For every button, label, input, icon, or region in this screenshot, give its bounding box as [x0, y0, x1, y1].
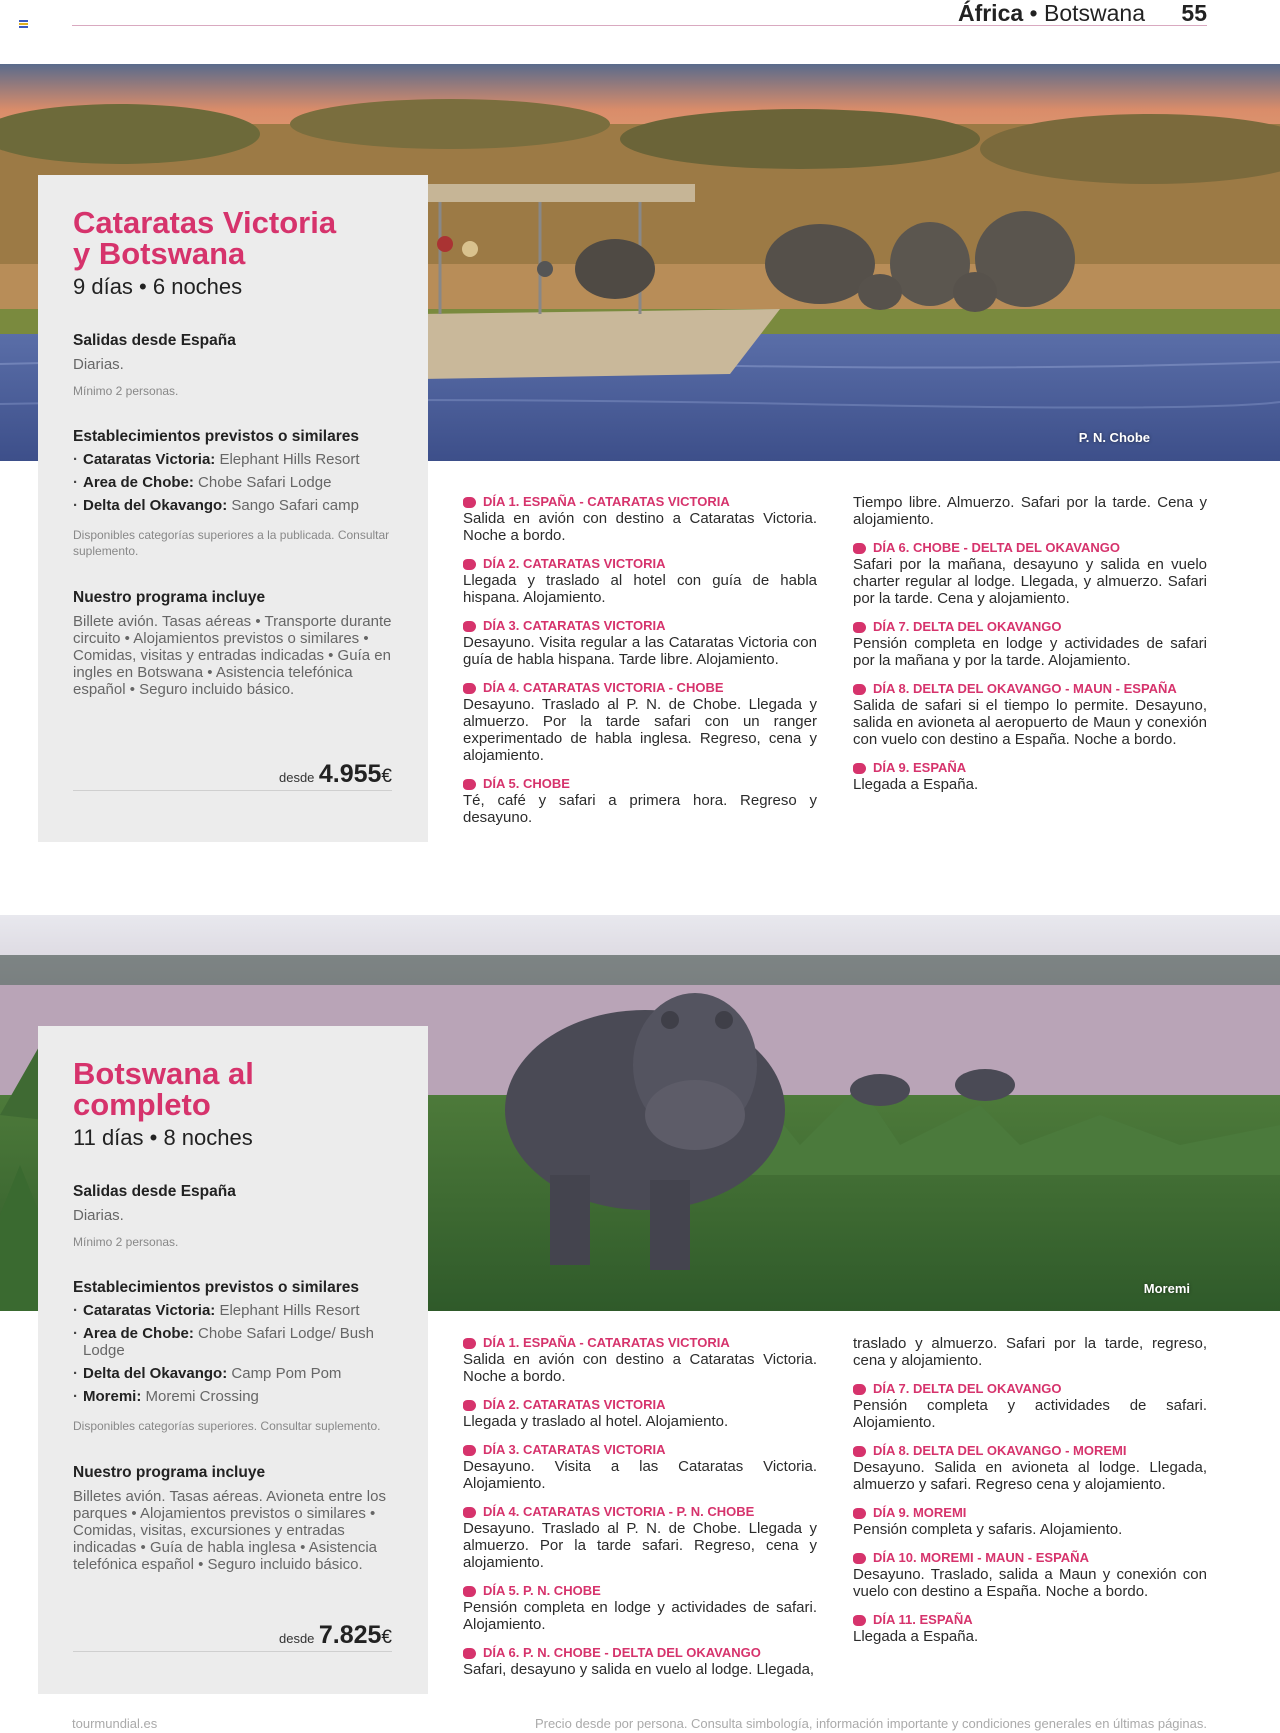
day-text: Desayuno. Traslado, salida a Maun y conexión con vuelo con destino a España. Noche a bordo.: [853, 1566, 1207, 1600]
page-number: 55: [1181, 0, 1207, 26]
tour2-itinerary-col2: [853, 1335, 1207, 1657]
day-heading: DÍA 5. P. N. CHOBE: [483, 1583, 601, 1598]
day-heading: DÍA 9. MOREMI: [873, 1505, 967, 1520]
itinerary-day: [463, 1645, 817, 1678]
day-marker-icon: [853, 543, 866, 554]
departures-heading: Salidas desde España: [73, 1183, 236, 1200]
itinerary-day: [463, 556, 817, 606]
day-text: Desayuno. Visita a las Cataratas Victoria. Alojamiento.: [463, 1458, 817, 1492]
itinerary-day: [463, 494, 817, 544]
tour-title-line1: Botswana al completo: [73, 1056, 254, 1122]
day-marker-icon: [463, 1648, 476, 1659]
includes-heading: Nuestro programa incluye: [73, 589, 266, 606]
hotel-item: · Delta del Okavango: Camp Pom Pom: [73, 1362, 392, 1385]
day-marker-icon: [463, 683, 476, 694]
hotels-heading: Establecimientos previstos o similares: [73, 428, 360, 445]
day-marker-icon: [463, 1400, 476, 1411]
day-marker-icon: [463, 1338, 476, 1349]
itinerary-day: [463, 1504, 817, 1571]
day-heading: DÍA 6. CHOBE - DELTA DEL OKAVANGO: [873, 540, 1121, 555]
day-text: Llegada y traslado al hotel con guía de habla hispana. Alojamiento.: [463, 572, 817, 606]
day-heading: DÍA 1. ESPAÑA - CATARATAS VICTORIA: [483, 1335, 730, 1350]
price-currency: €: [381, 766, 392, 787]
day-text: Safari por la mañana, desayuno y salida en vuelo charter regular al lodge. Llegada, y almuerzo. Safari por la tarde. Cena y alojamiento.: [853, 556, 1207, 607]
day-heading: DÍA 3. CATARATAS VICTORIA: [483, 1442, 666, 1457]
day-continuation-text: Tiempo libre. Almuerzo. Safari por la tarde. Cena y alojamiento.: [853, 494, 1207, 528]
price-row: [73, 1621, 392, 1652]
day-continuation-text: traslado y almuerzo. Safari por la tarde, regreso, cena y alojamiento.: [853, 1335, 1207, 1369]
tour2-info-panel: [38, 1026, 428, 1694]
day-text: Safari, desayuno y salida en vuelo al lodge. Llegada,: [463, 1661, 815, 1678]
departures-heading: Salidas desde España: [73, 332, 236, 349]
includes-text: Billetes avión. Tasas aéreas. Avioneta entre los parques • Alojamientos previstos o similares • Comidas, visitas, excursiones y entradas indicadas • Guía de habla inglesa • Asistencia telefónica español • Seguro incluido básico.: [73, 1488, 386, 1573]
day-text: Pensión completa y actividades de safari. Alojamiento.: [853, 1397, 1207, 1431]
day-heading: DÍA 3. CATARATAS VICTORIA: [483, 618, 666, 633]
hotels-note: Disponibles categorías superiores a la publicada. Consultar suplemento.: [73, 528, 390, 558]
itinerary-day: [463, 776, 817, 826]
tour-title-line1: Cataratas Victoria: [73, 205, 337, 240]
day-heading: DÍA 7. DELTA DEL OKAVANGO: [873, 1381, 1062, 1396]
day-text: Llegada a España.: [853, 1628, 979, 1645]
day-text: Salida de safari si el tiempo lo permite. Desayuno, salida en avioneta al aeropuerto de Maun y conexión con vuelo con destino a España. Noche a bordo.: [853, 697, 1207, 748]
itinerary-day: [463, 1442, 817, 1492]
day-marker-icon: [853, 1446, 866, 1457]
min-people: Mínimo 2 personas.: [73, 384, 179, 398]
day-text: Desayuno. Visita regular a las Cataratas Victoria con guía de habla hispana. Tarde libre. Alojamiento.: [463, 634, 817, 668]
day-marker-icon: [853, 1553, 866, 1564]
day-heading: DÍA 6. P. N. CHOBE - DELTA DEL OKAVANGO: [483, 1645, 761, 1660]
day-heading: DÍA 10. MOREMI - MAUN - ESPAÑA: [873, 1550, 1089, 1565]
hotels-list: [73, 448, 392, 517]
hotels-note: Disponibles categorías superiores. Consultar suplemento.: [73, 1419, 381, 1433]
tour1-itinerary-col1: [463, 494, 817, 838]
hotels-list: [73, 1299, 392, 1408]
itinerary-day: [853, 1381, 1207, 1431]
itinerary-day: [463, 1397, 817, 1430]
day-text: Llegada y traslado al hotel. Alojamiento.: [463, 1413, 729, 1430]
tour-title: [73, 1058, 392, 1120]
price-currency: €: [381, 1627, 392, 1648]
tour1-info-panel: [38, 175, 428, 842]
day-text: Salida en avión con destino a Cataratas Victoria. Noche a bordo.: [463, 1351, 817, 1385]
footer-website[interactable]: tourmundial.es: [72, 1716, 158, 1731]
itinerary-day: [463, 1583, 817, 1633]
departures-value: Diarias.: [73, 1207, 124, 1224]
hotels-heading: Establecimientos previstos o similares: [73, 1279, 360, 1296]
day-heading: DÍA 7. DELTA DEL OKAVANGO: [873, 619, 1062, 634]
day-text: Desayuno. Traslado al P. N. de Chobe. Llegada y almuerzo. Por la tarde safari. Regreso, cena y alojamiento.: [463, 1520, 817, 1571]
itinerary-day: [853, 540, 1207, 607]
itinerary-day: [853, 681, 1207, 748]
footer-disclaimer: Precio desde por persona. Consulta simbología, información importante y condiciones generales en últimas páginas.: [534, 1716, 1207, 1731]
day-text: Desayuno. Salida en avioneta al lodge. Llegada, almuerzo y safari. Regreso cena y alojamiento.: [853, 1459, 1207, 1493]
flag-mark-icon: [19, 20, 28, 28]
day-heading: DÍA 5. CHOBE: [483, 776, 570, 791]
hotel-item: · Area de Chobe: Chobe Safari Lodge/ Bush Lodge: [73, 1322, 392, 1362]
day-text: Salida en avión con destino a Cataratas Victoria. Noche a bordo.: [463, 510, 817, 544]
price-prefix: desde: [278, 1631, 315, 1646]
day-heading: DÍA 4. CATARATAS VICTORIA - P. N. CHOBE: [483, 1504, 755, 1519]
price-amount: 4.955: [318, 760, 382, 788]
itinerary-day: [463, 618, 817, 668]
day-text: Pensión completa en lodge y actividades de safari. Alojamiento.: [463, 1599, 817, 1633]
tour-title: [73, 207, 392, 269]
min-people: Mínimo 2 personas.: [73, 1235, 179, 1249]
price-row: [73, 760, 392, 791]
day-marker-icon: [853, 684, 866, 695]
day-heading: DÍA 8. DELTA DEL OKAVANGO - MOREMI: [873, 1443, 1127, 1458]
day-text: Té, café y safari a primera hora. Regreso y desayuno.: [463, 792, 817, 826]
itinerary-day: [853, 1550, 1207, 1600]
day-text: Pensión completa y safaris. Alojamiento.: [853, 1521, 1123, 1538]
day-heading: DÍA 4. CATARATAS VICTORIA - CHOBE: [483, 680, 724, 695]
day-heading: DÍA 2. CATARATAS VICTORIA: [483, 556, 666, 571]
price-amount: 7.825: [318, 1621, 382, 1649]
day-heading: DÍA 1. ESPAÑA - CATARATAS VICTORIA: [483, 494, 730, 509]
departures-value: Diarias.: [73, 356, 124, 373]
page-header: [958, 0, 1207, 26]
header-separator: •: [1029, 0, 1038, 26]
day-heading: DÍA 8. DELTA DEL OKAVANGO - MAUN - ESPAÑA: [873, 681, 1177, 696]
includes-heading: Nuestro programa incluye: [73, 1464, 266, 1481]
itinerary-day: [853, 1612, 1207, 1645]
hotel-item: · Moremi: Moremi Crossing: [73, 1385, 392, 1408]
day-marker-icon: [853, 1384, 866, 1395]
hotel-item: · Cataratas Victoria: Elephant Hills Resort: [73, 448, 392, 471]
itinerary-day: [463, 680, 817, 764]
day-marker-icon: [853, 1615, 866, 1626]
day-marker-icon: [463, 1445, 476, 1456]
hotel-item: · Delta del Okavango: Sango Safari camp: [73, 494, 392, 517]
itinerary-day: [853, 1443, 1207, 1493]
tour-title-line2: y Botswana: [73, 236, 246, 271]
price-prefix: desde: [278, 770, 315, 785]
day-text: Llegada a España.: [853, 776, 979, 793]
header-country: Botswana: [1044, 0, 1146, 26]
hotel-item: · Area de Chobe: Chobe Safari Lodge: [73, 471, 392, 494]
day-text: Pensión completa en lodge y actividades de safari por la mañana y por la tarde. Alojamiento.: [853, 635, 1207, 669]
hotel-item: · Cataratas Victoria: Elephant Hills Resort: [73, 1299, 392, 1322]
day-marker-icon: [463, 1507, 476, 1518]
header-region: África: [957, 0, 1024, 26]
day-marker-icon: [463, 559, 476, 570]
photo-caption: Moremi: [1143, 1281, 1190, 1296]
itinerary-day: [853, 619, 1207, 669]
day-marker-icon: [853, 1508, 866, 1519]
itinerary-day: [463, 1335, 817, 1385]
day-marker-icon: [463, 1586, 476, 1597]
day-marker-icon: [463, 497, 476, 508]
tour1-itinerary-col2: [853, 494, 1207, 805]
itinerary-day: [853, 760, 1207, 793]
day-marker-icon: [853, 622, 866, 633]
day-marker-icon: [463, 621, 476, 632]
tour-duration: 9 días • 6 noches: [73, 274, 243, 299]
includes-text: Billete avión. Tasas aéreas • Transporte durante circuito • Alojamientos previstos o similares • Comidas, visitas y entradas indicadas • Guía en ingles en Botswana • Asistencia telefónica español • Seguro incluido básico.: [73, 613, 392, 698]
day-heading: DÍA 11. ESPAÑA: [873, 1612, 973, 1627]
tour2-itinerary-col1: [463, 1335, 817, 1690]
day-text: Desayuno. Traslado al P. N. de Chobe. Llegada y almuerzo. Por la tarde safari con un ranger experimentado de habla inglesa. Regreso, cena y alojamiento.: [463, 696, 817, 764]
tour-duration: 11 días • 8 noches: [73, 1125, 253, 1150]
day-heading: DÍA 9. ESPAÑA: [873, 760, 967, 775]
photo-caption: P. N. Chobe: [1078, 430, 1150, 445]
itinerary-day: [853, 1505, 1207, 1538]
day-heading: DÍA 2. CATARATAS VICTORIA: [483, 1397, 666, 1412]
day-marker-icon: [853, 763, 866, 774]
day-marker-icon: [463, 779, 476, 790]
